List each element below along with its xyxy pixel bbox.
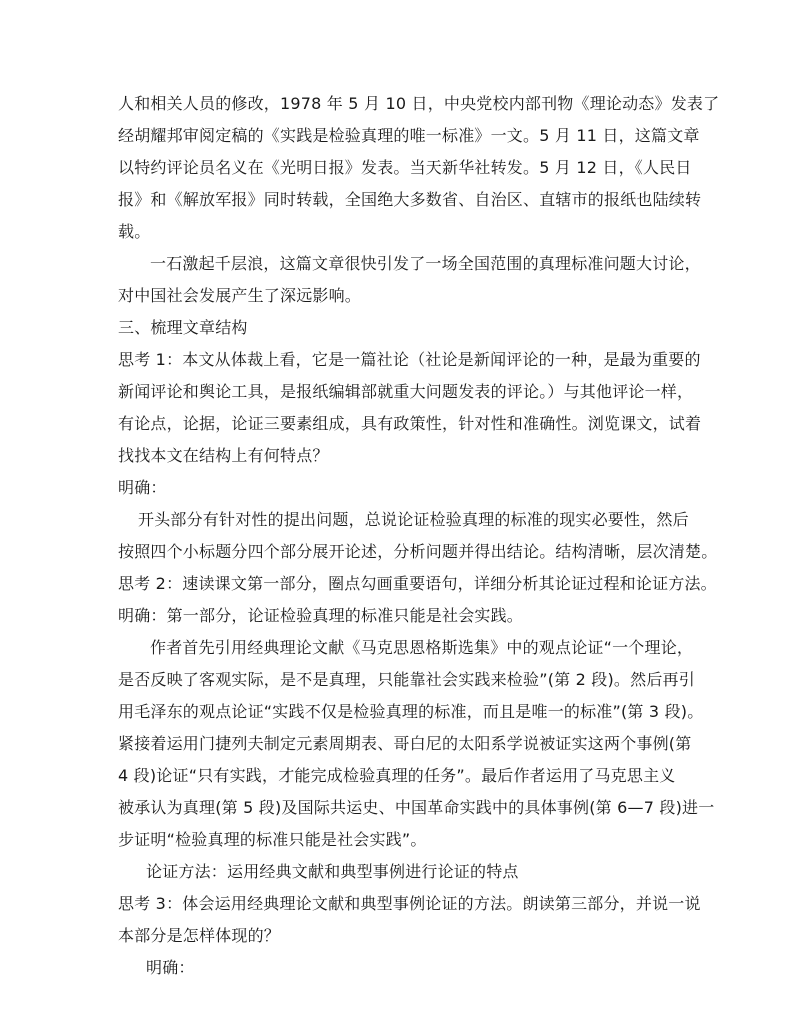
- section-heading: 三、梳理文章结构: [118, 318, 248, 337]
- method-line: 论证方法：运用经典文献和典型事例进行论证的特点: [146, 862, 519, 881]
- paragraph-line: 用毛泽东的观点论证“实践不仅是检验真理的标准，而且是唯一的标准”(第 3 段)。: [118, 702, 704, 721]
- paragraph-line: 以特约评论员名义在《光明日报》发表。当天新华社转发。5 月 12 日，《人民日: [118, 158, 692, 177]
- paragraph-line: 人和相关人员的修改，1978 年 5 月 10 日，中央党校内部刊物《理论动态》发表了: [118, 94, 720, 113]
- paragraph-line: 载。: [118, 222, 151, 241]
- paragraph-line: 有论点，论据，论证三要素组成，具有政策性，针对性和准确性。浏览课文，试着: [118, 414, 702, 433]
- paragraph-line: 作者首先引用经典理论文献《马克思恩格斯选集》中的观点论证“一个理论，: [150, 638, 694, 657]
- paragraph-line: 按照四个小标题分四个部分展开论述，分析问题并得出结论。结构清晰，层次清楚。: [118, 542, 718, 561]
- paragraph-line: 对中国社会发展产生了深远影响。: [118, 286, 362, 305]
- paragraph-line: 步证明“检验真理的标准只能是社会实践”。: [118, 830, 427, 849]
- paragraph-line: 紧接着运用门捷列夫制定元素周期表、哥白尼的太阳系学说被证实这两个事例(第: [118, 734, 692, 753]
- answer-line: 明确：第一部分，论证检验真理的标准只能是社会实践。: [118, 606, 524, 625]
- paragraph-line: 经胡耀邦审阅定稿的《实践是检验真理的唯一标准》一文。5 月 11 日，这篇文章: [118, 126, 700, 145]
- question-line: 思考 2：速读课文第一部分，圈点勾画重要语句，详细分析其论证过程和论证方法。: [118, 574, 717, 593]
- paragraph-line: 本部分是怎样体现的？: [118, 926, 281, 945]
- question-line: 思考 3：体会运用经典理论文献和典型事例论证的方法。朗读第三部分，并说一说: [118, 894, 701, 913]
- paragraph-line: 一石激起千层浪，这篇文章很快引发了一场全国范围的真理标准问题大讨论，: [150, 254, 701, 273]
- paragraph-line: 新闻评论和舆论工具，是报纸编辑部就重大问题发表的评论。）与其他评论一样，: [118, 382, 694, 401]
- paragraph-line: 被承认为真理(第 5 段)及国际共运史、中国革命实践中的具体事例(第 6—7 段)进一: [118, 798, 715, 817]
- paragraph-line: 是否反映了客观实际，是不是真理，只能靠社会实践来检验”(第 2 段)。然后再引: [118, 670, 695, 689]
- answer-label: 明确：: [118, 478, 167, 497]
- paragraph-line: 报》和《解放军报》同时转载，全国绝大多数省、自治区、直辖市的报纸也陆续转: [118, 190, 702, 209]
- paragraph-line: 找找本文在结构上有何特点？: [118, 446, 329, 465]
- paragraph-line: 4 段)论证“只有实践，才能完成检验真理的任务”。最后作者运用了马克思主义: [118, 766, 676, 785]
- question-line: 思考 1：本文从体裁上看，它是一篇社论（社论是新闻评论的一种，是最为重要的: [118, 350, 701, 369]
- paragraph-line: 开头部分有针对性的提出问题，总说论证检验真理的标准的现实必要性，然后: [138, 510, 689, 529]
- answer-label: 明确：: [146, 958, 195, 977]
